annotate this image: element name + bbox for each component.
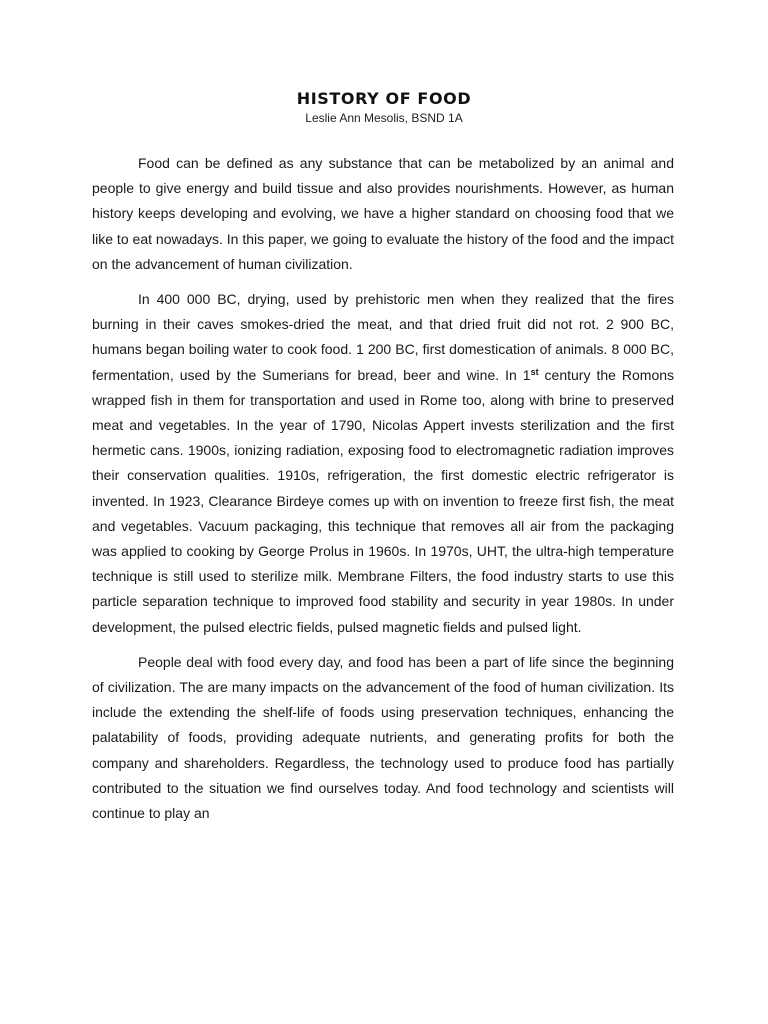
author-line: Leslie Ann Mesolis, BSND 1A — [305, 111, 463, 125]
essay-body — [92, 151, 674, 826]
timeline-text-part-1: In 400 000 BC, drying, used by prehistoric men when they realized that the fires burning in their caves smokes-dried the meat, and that dried fruit did not rot. 2 900 BC, humans began boiling water to cook food. 1 200 BC, first domestication of animals. 8 000 BC, fermentation, used by the Sumerians for bread, beer and wine. In 1 — [92, 291, 674, 383]
paragraph-impact: People deal with food every day, and food has been a part of life since the beginning of civilization. The are many impacts on the advancement of the food of human civilization. Its include the extending the shelf-life of foods using preservation techniques, enhancing the palatability of foods, providing adequate nutrients, and generating profits for both the company and shareholders. Regardless, the technology used to produce food has partially contributed to the situation we find ourselves today. And food technology and scientists will continue to play an — [92, 653, 674, 822]
ordinal-superscript: st — [530, 366, 539, 377]
paragraph-intro: Food can be defined as any substance that can be metabolized by an animal and people to give energy and build tissue and also provides nourishments. However, as human history keeps developing and evolving, we have a higher standard on choosing food that we like to eat nowadays. In this paper, we going to evaluate the history of the food and the impact on the advancement of human civilization. — [92, 155, 674, 272]
page-title: HISTORY OF FOOD — [296, 89, 472, 108]
timeline-text-part-2: century the Romons wrapped fish in them for transportation and used in Rome too, along with brine to preserved meat and vegetables. In the year of 1790, Nicolas Appert invests sterilization and the first hermetic cans. 1900s, ionizing radiation, exposing food to electromagnetic radiation improves their conservation qualities. 1910s, refrigeration, the first domestic electric refrigerator is invented. In 1923, Clearance Birdeye comes up with on invention to freeze first fish, the meat and vegetables. Vacuum packaging, this technique that removes all air from the packaging was applied to cooking by George Prolus in 1960s. In 1970s, UHT, the ultra-high temperature technique is still used to sterilize milk. Membrane Filters, the food industry starts to use this particle separation technique to improved food stability and security in year 1980s. In under development, the pulsed electric fields, pulsed magnetic fields and pulsed light. — [92, 366, 675, 635]
paragraph-timeline — [92, 287, 674, 640]
